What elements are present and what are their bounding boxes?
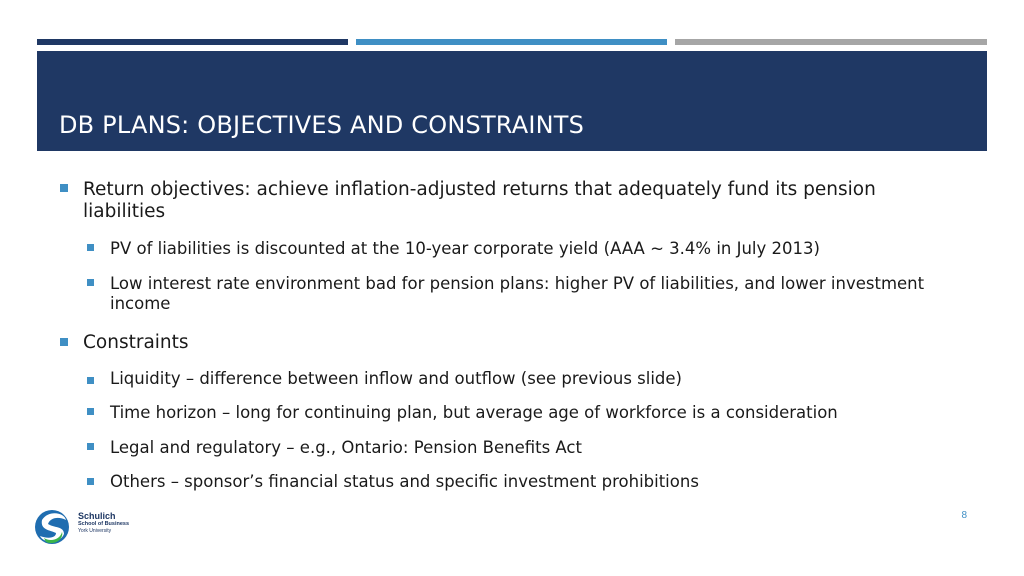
bullet-time-horizon: Time horizon – long for continuing plan, but average age of workforce is a consideration [110,403,838,422]
schulich-logo-icon [34,506,74,548]
page-number: 8 [961,510,967,521]
bullet-legal-regulatory: Legal and regulatory – e.g., Ontario: Pension Benefits Act [110,438,582,457]
bullet-square-icon [87,244,94,251]
bullet-square-icon [87,478,94,485]
bullet-square-icon [87,443,94,450]
schulich-logo [34,506,134,548]
bullet-pv-liabilities: PV of liabilities is discounted at the 10-year corporate yield (AAA ~ 3.4% in July 2013) [110,239,820,258]
bullet-low-interest-rate: Low interest rate environment bad for pension plans: higher PV of liabilities, and lower investment income [110,274,925,313]
slide-title: DB PLANS: OBJECTIVES AND CONSTRAINTS [59,111,585,139]
schulich-logo-text [78,511,129,534]
bullet-square-icon [60,184,68,192]
top-accent-bar-blue [356,39,667,45]
bullet-others: Others – sponsor’s financial status and specific investment prohibitions [110,472,699,491]
logo-name: Schulich [78,511,116,521]
title-banner [37,51,987,151]
bullet-liquidity: Liquidity – difference between inflow and outflow (see previous slide) [110,369,682,388]
bullet-square-icon [60,338,68,346]
bullet-square-icon [87,408,94,415]
bullet-constraints: Constraints [83,332,189,353]
top-accent-bar-gray [675,39,987,45]
top-accent-bar-navy [37,39,348,45]
bullet-square-icon [87,377,94,384]
bullet-return-objectives: Return objectives: achieve inflation-adjusted returns that adequately fund its pension liabilities [83,179,876,222]
logo-line3: York University [78,528,112,534]
logo-line2: School of Business [78,521,130,527]
bullet-square-icon [87,279,94,286]
